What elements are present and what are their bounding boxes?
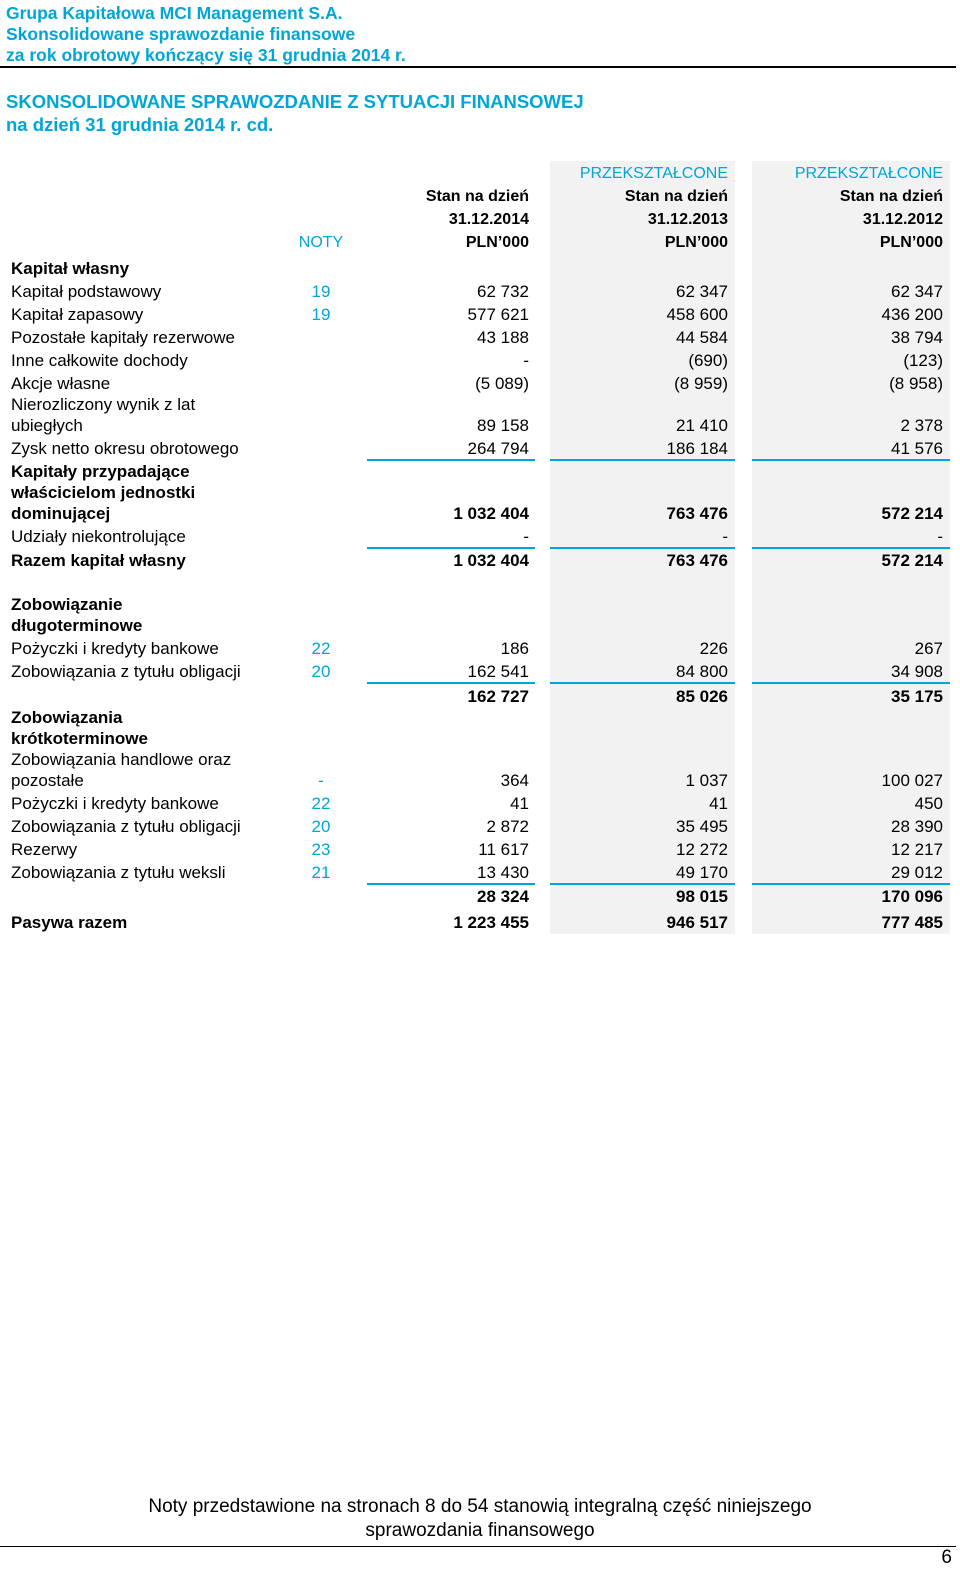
row-value-2013: - xyxy=(722,527,728,546)
row-label: Zobowiązania z tytułu obligacji xyxy=(11,817,241,836)
section-heading-short-term-liabilities: Zobowiązania krótkoterminowe xyxy=(11,708,148,748)
statement-title-line1: SKONSOLIDOWANE SPRAWOZDANIE Z SYTUACJI FINANSOWEJ xyxy=(6,91,584,112)
report-period: za rok obrotowy kończący się 31 grudnia 2014 r. xyxy=(6,45,406,65)
subtotal-rule xyxy=(550,682,735,684)
footer-note-line2: sprawozdania finansowego xyxy=(365,1520,595,1541)
col2-unit: PLN’000 xyxy=(664,234,728,251)
col3-unit: PLN’000 xyxy=(879,234,943,251)
footer-note xyxy=(0,1495,960,1543)
row-value-2012: 572 214 xyxy=(881,551,943,570)
row-value-2012: 12 217 xyxy=(891,840,943,859)
row-label: Nierozliczony wynik z lat ubiegłych xyxy=(11,395,196,435)
short-term-subtotal-2014: 28 324 xyxy=(477,887,529,906)
row-label-parent-equity: Kapitały przypadające właścicielom jednostki dominującej xyxy=(11,462,196,523)
row-value-2013: 946 517 xyxy=(666,913,728,932)
footer-rule xyxy=(0,1546,956,1547)
subtotal-rule xyxy=(367,547,535,549)
row-value-2013: 763 476 xyxy=(666,551,728,570)
subtotal-rule xyxy=(752,883,950,885)
row-note: 19 xyxy=(311,305,331,324)
row-value-2012: 28 390 xyxy=(891,817,943,836)
row-value-2012: (8 958) xyxy=(889,374,943,393)
row-value-2014: 264 794 xyxy=(467,439,529,458)
page-number: 6 xyxy=(941,1547,952,1568)
row-value-2012: - xyxy=(937,527,943,546)
row-value-2013: 763 476 xyxy=(666,504,728,523)
row-value-2014: 89 158 xyxy=(477,416,529,435)
row-value-2012: 436 200 xyxy=(881,305,943,324)
short-term-subtotal-2013: 98 015 xyxy=(676,887,728,906)
row-label: Zobowiązania handlowe oraz pozostałe xyxy=(11,750,232,790)
row-label-total-liabilities-equity: Pasywa razem xyxy=(11,913,128,932)
row-value-2012: 62 347 xyxy=(891,282,943,301)
notes-column-label: NOTY xyxy=(298,234,344,251)
row-label: Kapitał podstawowy xyxy=(11,282,162,301)
row-value-2014: 11 617 xyxy=(478,840,529,859)
row-label: Kapitał zapasowy xyxy=(11,305,144,324)
row-label: Pożyczki i kredyty bankowe xyxy=(11,639,219,658)
row-label-total-equity: Razem kapitał własny xyxy=(11,551,186,570)
row-value-2012: 2 378 xyxy=(900,416,943,435)
subtotal-rule xyxy=(367,883,535,885)
row-value-2014: 186 xyxy=(500,639,529,658)
subtotal-rule xyxy=(550,459,735,461)
row-value-2013: 226 xyxy=(699,639,728,658)
row-note: 19 xyxy=(311,282,331,301)
long-term-subtotal-2012: 35 175 xyxy=(891,687,943,706)
row-value-2012: 38 794 xyxy=(891,328,943,347)
short-term-subtotal-2012: 170 096 xyxy=(881,887,943,906)
row-value-2012: 34 908 xyxy=(891,662,943,681)
row-label: Zysk netto okresu obrotowego xyxy=(11,439,239,458)
document-header xyxy=(6,3,406,66)
row-value-2013: 1 037 xyxy=(685,771,728,790)
row-value-2012: 41 576 xyxy=(891,439,943,458)
row-value-2014: 162 541 xyxy=(467,662,529,681)
row-value-2013: 35 495 xyxy=(676,817,728,836)
row-note: 20 xyxy=(311,662,331,681)
row-label: Zobowiązania z tytułu weksli xyxy=(11,863,226,882)
row-value-2012: 777 485 xyxy=(881,913,943,932)
row-value-2014: 62 732 xyxy=(477,282,529,301)
row-value-2013: 458 600 xyxy=(666,305,728,324)
row-value-2014: 1 032 404 xyxy=(453,504,529,523)
row-value-2014: 43 188 xyxy=(477,328,529,347)
row-value-2014: (5 089) xyxy=(475,374,529,393)
col1-label: Stan na dzień xyxy=(425,188,529,205)
row-note: 21 xyxy=(311,863,331,882)
subtotal-rule xyxy=(752,547,950,549)
col3-label: Stan na dzień xyxy=(839,188,943,205)
row-label: Pozostałe kapitały rezerwowe xyxy=(11,328,235,347)
footer-note-line1: Noty przedstawione na stronach 8 do 54 stanowią integralną część niniejszego xyxy=(148,1496,812,1517)
subtotal-rule xyxy=(550,547,735,549)
section-heading-equity: Kapitał własny xyxy=(11,259,130,278)
row-value-2013: (8 959) xyxy=(674,374,728,393)
row-value-2013: 21 410 xyxy=(676,416,728,435)
row-value-2013: 84 800 xyxy=(676,662,728,681)
row-value-2013: 44 584 xyxy=(676,328,728,347)
row-value-2014: 577 621 xyxy=(467,305,529,324)
header-rule xyxy=(0,66,956,68)
row-value-2014: 2 872 xyxy=(486,817,529,836)
row-value-2012: 29 012 xyxy=(891,863,943,882)
row-value-2014: 1 032 404 xyxy=(453,551,529,570)
company-name: Grupa Kapitałowa MCI Management S.A. xyxy=(6,3,343,23)
row-label: Pożyczki i kredyty bankowe xyxy=(11,794,219,813)
row-value-2014: 1 223 455 xyxy=(453,913,529,932)
row-label: Inne całkowite dochody xyxy=(11,351,188,370)
row-value-2014: 41 xyxy=(510,794,529,813)
row-value-2014: - xyxy=(523,351,529,370)
row-value-2012: (123) xyxy=(903,351,943,370)
statement-title xyxy=(6,90,584,136)
row-value-2012: 267 xyxy=(914,639,943,658)
col1-unit: PLN’000 xyxy=(465,234,529,251)
row-value-2013: (690) xyxy=(688,351,728,370)
row-value-2014: 13 430 xyxy=(477,863,529,882)
row-value-2012: 100 027 xyxy=(881,771,943,790)
row-value-2013: 12 272 xyxy=(676,840,728,859)
row-value-2013: 49 170 xyxy=(676,863,728,882)
row-value-2012: 572 214 xyxy=(881,504,943,523)
subtotal-rule xyxy=(367,682,535,684)
col2-label: Stan na dzień xyxy=(624,188,728,205)
subtotal-rule xyxy=(752,459,950,461)
row-label: Rezerwy xyxy=(11,840,78,859)
subtotal-rule xyxy=(550,883,735,885)
row-label: Udziały niekontrolujące xyxy=(11,527,186,546)
col2-date: 31.12.2013 xyxy=(647,211,728,228)
subtotal-rule xyxy=(752,682,950,684)
row-value-2013: 62 347 xyxy=(676,282,728,301)
long-term-subtotal-2013: 85 026 xyxy=(676,687,728,706)
row-note: 22 xyxy=(311,639,331,658)
row-note: 20 xyxy=(311,817,331,836)
row-value-2014: - xyxy=(523,527,529,546)
statement-title-line2: na dzień 31 grudnia 2014 r. cd. xyxy=(6,114,274,135)
row-value-2013: 41 xyxy=(709,794,728,813)
report-name: Skonsolidowane sprawozdanie finansowe xyxy=(6,24,356,44)
row-note: 23 xyxy=(311,840,331,859)
col1-date: 31.12.2014 xyxy=(448,211,529,228)
long-term-subtotal-2014: 162 727 xyxy=(467,687,529,706)
row-note: - xyxy=(318,771,324,790)
row-value-2012: 450 xyxy=(914,794,943,813)
row-value-2013: 186 184 xyxy=(666,439,728,458)
col3-date: 31.12.2012 xyxy=(862,211,943,228)
col3-restated-label: PRZEKSZTAŁCONE xyxy=(794,165,943,182)
subtotal-rule xyxy=(367,459,535,461)
col2-restated-label: PRZEKSZTAŁCONE xyxy=(579,165,728,182)
row-value-2014: 364 xyxy=(500,771,529,790)
row-label: Akcje własne xyxy=(11,374,111,393)
row-note: 22 xyxy=(311,794,331,813)
row-label: Zobowiązania z tytułu obligacji xyxy=(11,662,241,681)
section-heading-long-term-liabilities: Zobowiązanie długoterminowe xyxy=(11,595,143,635)
